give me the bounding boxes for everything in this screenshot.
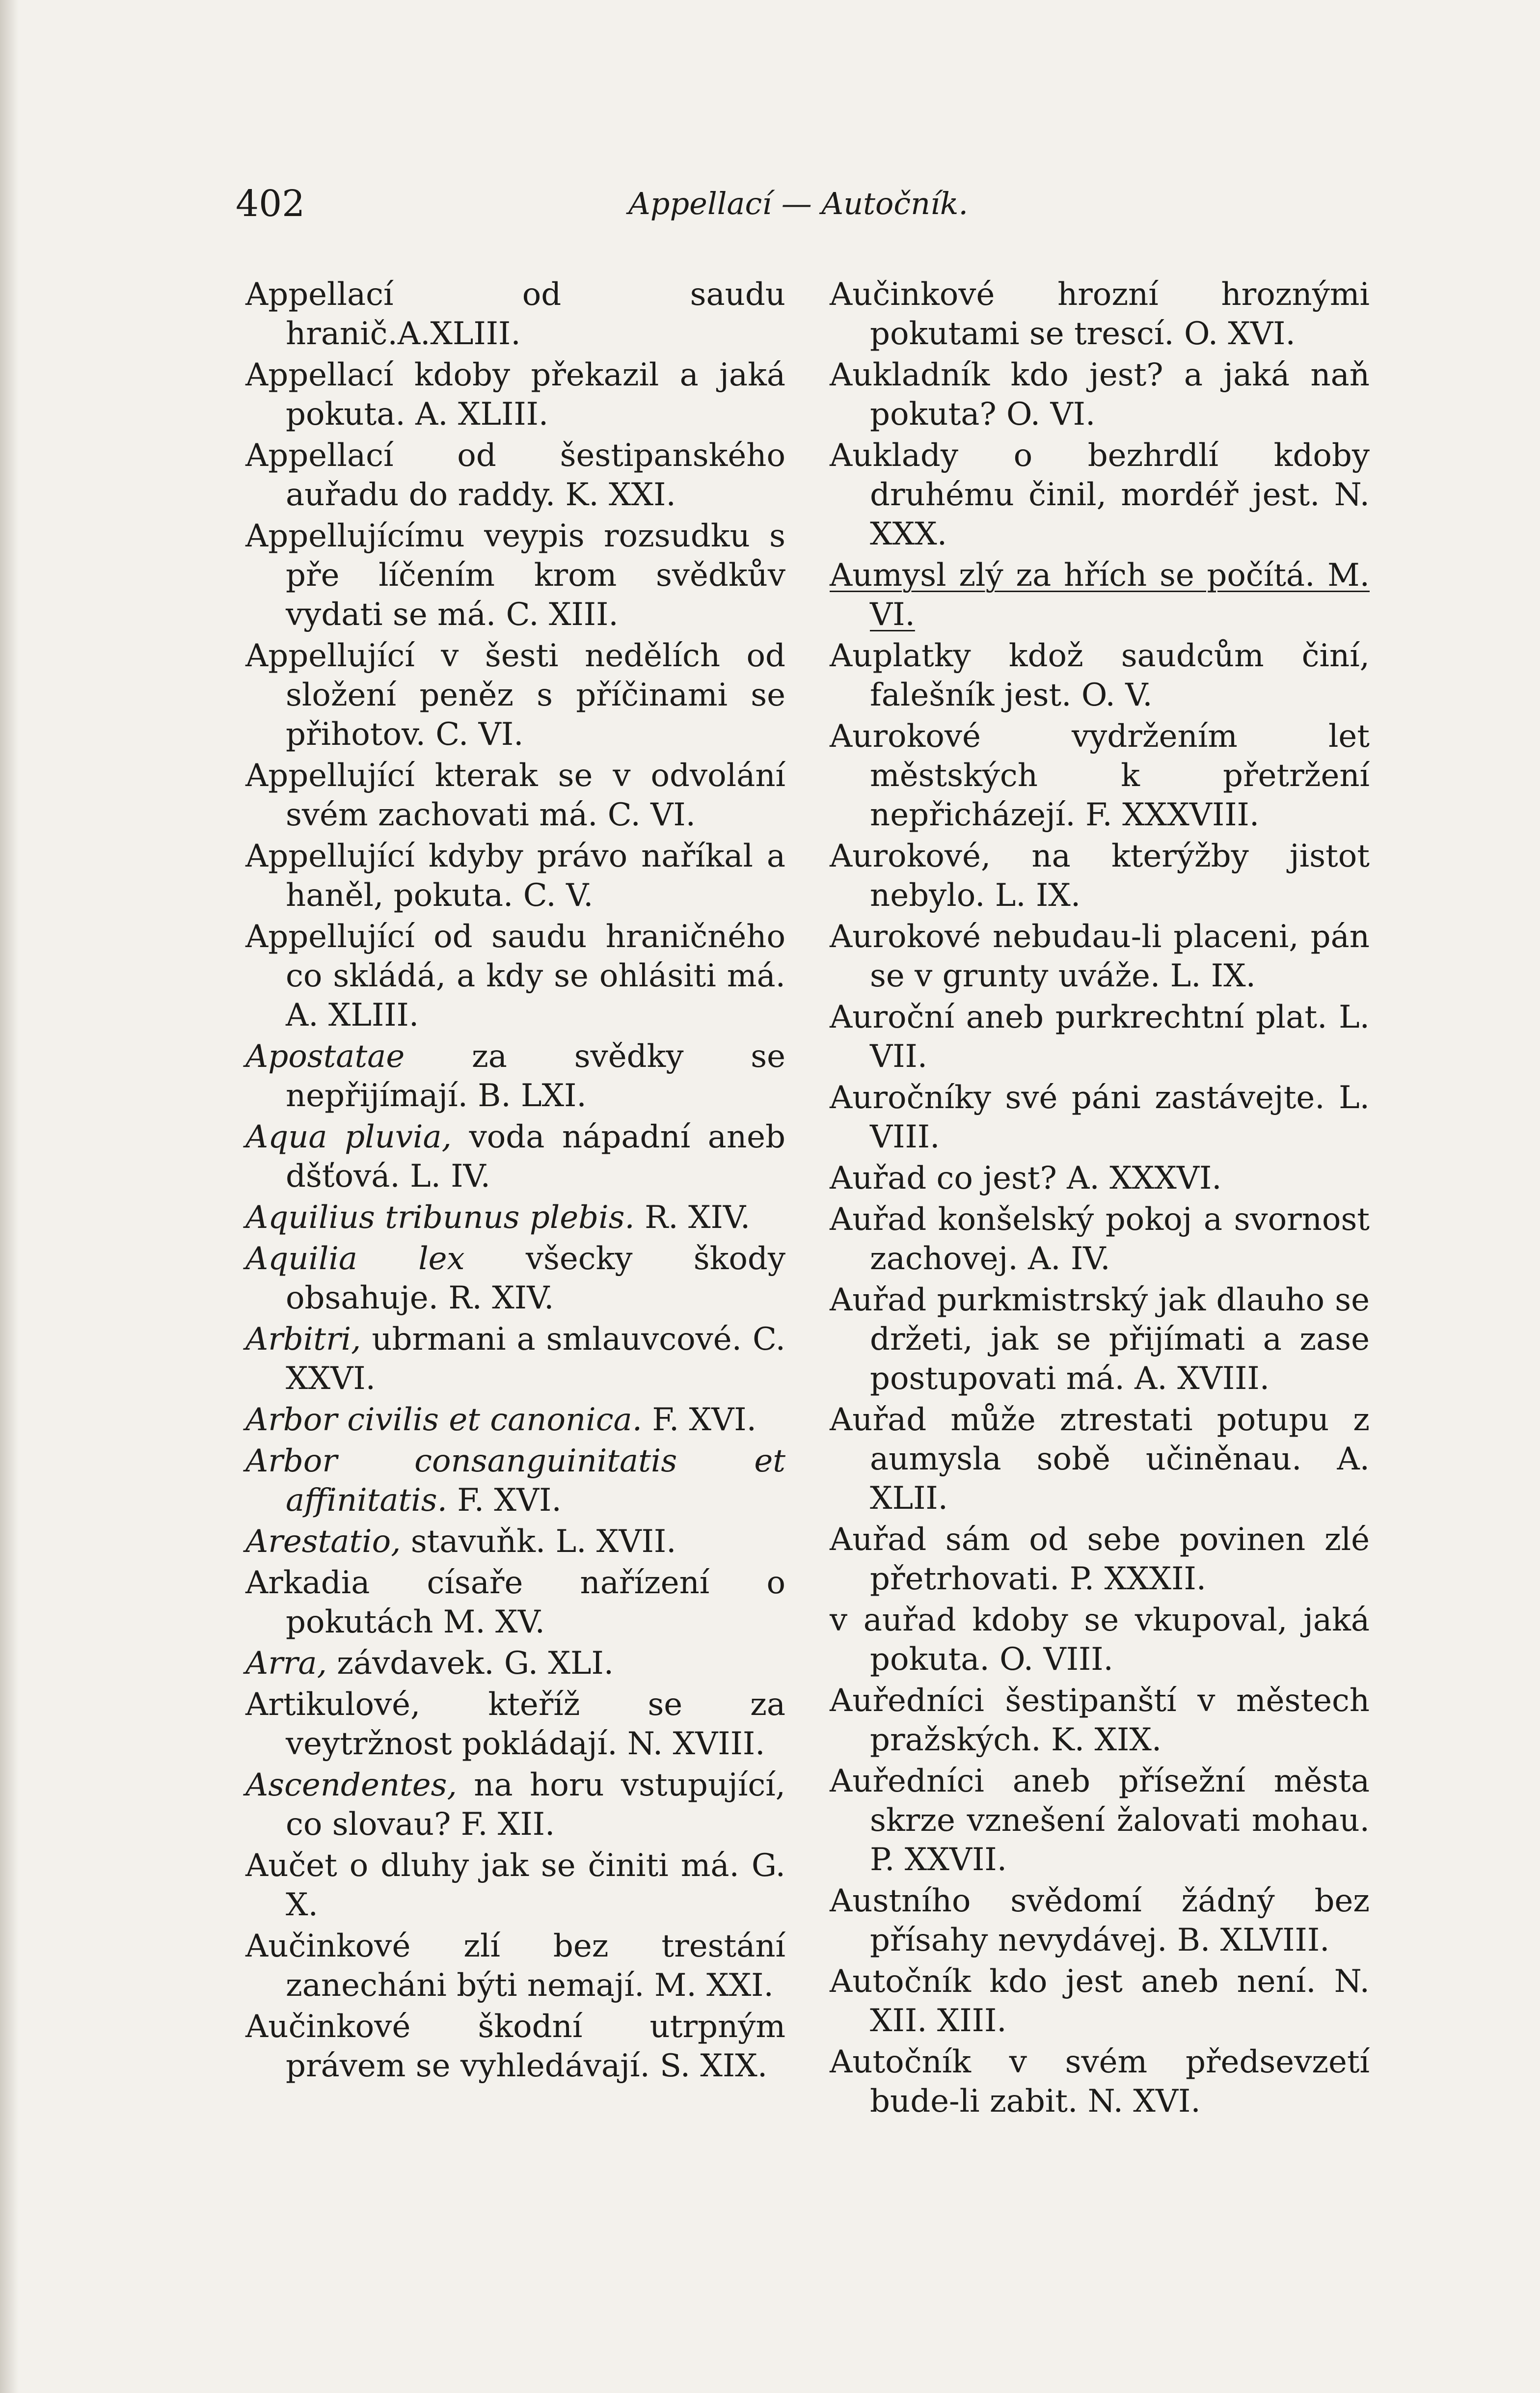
index-entry	[830, 636, 1370, 715]
entry-text: Austního svědomí žádný bez přísahy nevydávej. B. XLVIII.	[830, 1883, 1370, 1958]
entry-text: Auředníci aneb přísežní města skrze vznešení žalovati mohau. P. XXVII.	[830, 1763, 1370, 1878]
index-entry	[830, 1881, 1370, 1960]
entry-text: Appellací od saudu hranič.A.XLIII.	[245, 276, 785, 352]
entry-text: Aumysl zlý za hřích se počítá. M. VI.	[830, 557, 1370, 633]
index-entry	[245, 1927, 785, 2005]
latin-term: Aqua pluvia,	[245, 1119, 452, 1155]
index-entry	[245, 756, 785, 835]
entry-text: Aučet o dluhy jak se činiti má. G. X.	[245, 1848, 785, 1923]
index-entry	[245, 1239, 785, 1318]
index-entry	[245, 1846, 785, 1925]
entry-text: F. XVI.	[642, 1402, 756, 1438]
index-entry	[245, 355, 785, 434]
index-entry	[245, 1320, 785, 1398]
entry-text: Auroční aneb purkrechtní plat. L. VII.	[830, 999, 1370, 1075]
entry-text: Appellující v šesti nedělích od složení peněz s příčinami se přihotov. C. VI.	[245, 638, 785, 753]
entry-text: Appellujícímu veypis rozsudku s pře líčením krom svědkův vydati se má. C. XIII.	[245, 518, 785, 633]
index-entry	[245, 1644, 785, 1683]
entry-text: Auplatky kdož saudcům činí, falešník jest. O. V.	[830, 638, 1370, 713]
latin-term: Arestatio,	[245, 1523, 401, 1560]
page-header	[236, 177, 1267, 231]
index-entry	[830, 1280, 1370, 1398]
index-entry	[830, 917, 1370, 996]
index-entry	[830, 1078, 1370, 1157]
entry-text: Appellující od saudu hraničného co skládá, a kdy se ohlásiti má. A. XLIII.	[245, 919, 785, 1033]
page-spine-shadow	[0, 0, 19, 2393]
latin-term: Arra,	[245, 1645, 327, 1682]
entry-text: Auřad může ztrestati potupu z aumysla sobě učiněnau. A. XLII.	[830, 1402, 1370, 1517]
entry-text: Appellací kdoby překazil a jaká pokuta. A. XLIII.	[245, 357, 785, 433]
index-entry	[830, 556, 1370, 634]
latin-term: Aquilia lex	[245, 1241, 465, 1277]
index-entry	[245, 1685, 785, 1764]
entry-text: ubrmani a smlauvcové. C. XXVI.	[286, 1321, 785, 1397]
entry-text: R. XIV.	[634, 1199, 751, 1236]
entry-text: na horu vstupující, co slovau? F. XII.	[286, 1767, 785, 1843]
entry-text: závdavek. G. XLI.	[326, 1645, 614, 1682]
latin-term: Arbitri,	[245, 1321, 361, 1358]
entry-text: Aučinkové škodní utrpným právem se vyhledávají. S. XIX.	[245, 2009, 785, 2084]
entry-text: Auročníky své páni zastávejte. L. VIII.	[830, 1080, 1370, 1155]
latin-term: Arbor civilis et canonica.	[245, 1402, 643, 1438]
entry-text: Arkadia císaře nařízení o pokutách M. XV.	[245, 1565, 785, 1640]
entry-text: Autočník kdo jest aneb není. N. XII. XIII.	[830, 1963, 1370, 2039]
index-entry	[830, 1200, 1370, 1278]
index-entry	[830, 1601, 1370, 1679]
entry-text: Appellující kdyby právo naříkal a haněl, pokuta. C. V.	[245, 838, 785, 914]
entry-text: všecky škody obsahuje. R. XIV.	[286, 1241, 785, 1316]
entry-text: Aučinkové zlí bez trestání zanecháni býti nemají. M. XXI.	[245, 1928, 785, 2004]
latin-term: Arbor consanguinitatis et affinitatis.	[245, 1443, 785, 1519]
index-entry	[245, 436, 785, 515]
left-column	[245, 275, 785, 2088]
entry-text: Aurokové vydržením let městských k přetržení nepřicházejí. F. XXXVIII.	[830, 718, 1370, 833]
index-entry	[830, 1962, 1370, 2040]
entry-text: voda nápadní aneb dšťová. L. IV.	[286, 1119, 786, 1195]
entry-text: Auklady o bezhrdlí kdoby druhému činil, mordéř jest. N. XXX.	[830, 437, 1370, 552]
index-entry	[830, 1762, 1370, 1879]
index-entry	[245, 636, 785, 754]
entry-text: Aurokové nebudau-li placeni, pán se v grunty uváže. L. IX.	[830, 919, 1370, 994]
entry-text: Auřad purkmistrský jak dlauho se držeti, jak se přijímati a zase postupovati má. A. XVIII.	[830, 1282, 1370, 1397]
latin-term: Ascendentes,	[245, 1767, 457, 1803]
entry-text: Aučinkové hrozní hroznými pokutami se trescí. O. XVI.	[830, 276, 1370, 352]
entry-text: Appellací od šestipanského auřadu do raddy. K. XXI.	[245, 437, 785, 513]
right-column	[830, 275, 1370, 2123]
entry-text: Appellující kterak se v odvolání svém zachovati má. C. VI.	[245, 758, 785, 833]
index-entry	[245, 1400, 785, 1440]
page-number: 402	[236, 183, 305, 225]
latin-term: Aquilius tribunus plebis.	[245, 1199, 635, 1236]
index-entry	[245, 1563, 785, 1642]
index-entry	[245, 275, 785, 354]
index-entry	[830, 355, 1370, 434]
index-entry	[245, 917, 785, 1035]
running-title: Appellací — Autočník.	[628, 186, 969, 221]
index-entry	[830, 436, 1370, 554]
index-entry	[830, 1681, 1370, 1760]
index-entry	[830, 998, 1370, 1076]
entry-text: za svědky se nepřijímají. B. LXI.	[286, 1038, 785, 1114]
index-entry	[245, 2007, 785, 2086]
index-entry	[245, 837, 785, 915]
entry-text: Auředníci šestipanští v městech pražských. K. XIX.	[830, 1683, 1370, 1758]
index-entry	[830, 717, 1370, 835]
latin-term: Apostatae	[245, 1038, 405, 1075]
entry-text: F. XVI.	[447, 1482, 562, 1519]
index-entry	[830, 837, 1370, 915]
index-entry	[245, 1037, 785, 1115]
entry-text: Auřad konšelský pokoj a svornost zachovej. A. IV.	[830, 1201, 1370, 1277]
index-entry	[830, 1520, 1370, 1599]
index-entry	[245, 1441, 785, 1520]
index-entry	[830, 1159, 1370, 1198]
entry-text: Aukladník kdo jest? a jaká naň pokuta? O. VI.	[830, 357, 1370, 433]
entry-text: stavuňk. L. XVII.	[401, 1523, 676, 1560]
entry-text: v auřad kdoby se vkupoval, jaká pokuta. O. VIII.	[830, 1602, 1370, 1678]
index-entry	[245, 1117, 785, 1196]
index-entry	[245, 1766, 785, 1844]
index-entry	[245, 1522, 785, 1561]
index-entry	[830, 1400, 1370, 1518]
index-entry	[830, 275, 1370, 354]
entry-text: Auřad sám od sebe povinen zlé přetrhovati. P. XXXII.	[830, 1522, 1370, 1597]
entry-text: Artikulové, kteříž se za veytržnost pokládají. N. XVIII.	[245, 1686, 785, 1762]
index-entry	[830, 2042, 1370, 2121]
entry-text: Auřad co jest? A. XXXVI.	[830, 1160, 1222, 1196]
entry-text: Autočník v svém předsevzetí bude-li zabit. N. XVI.	[830, 2044, 1370, 2120]
index-entry	[245, 1198, 785, 1237]
index-entry	[245, 517, 785, 634]
entry-text: Aurokové, na kterýžby jistot nebylo. L. IX.	[830, 838, 1370, 914]
